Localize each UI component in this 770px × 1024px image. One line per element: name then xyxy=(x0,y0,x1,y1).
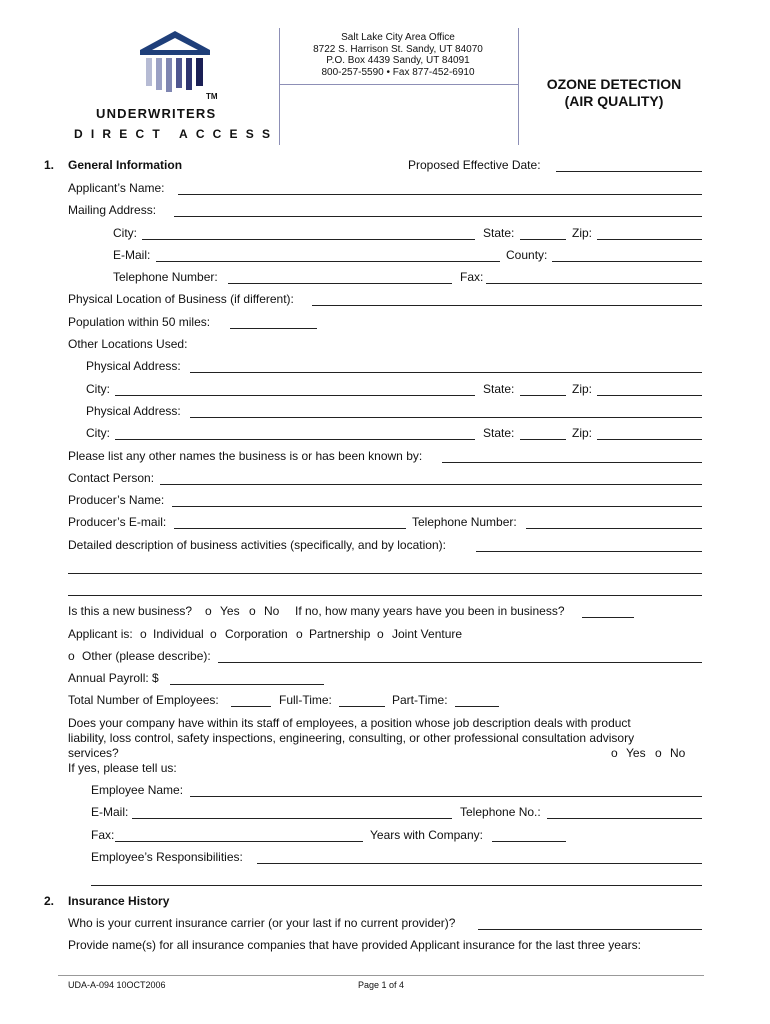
city-3-label: City: xyxy=(86,426,110,440)
state-2-field[interactable] xyxy=(520,395,566,396)
physical-address-2-label: Physical Address: xyxy=(86,404,181,418)
header-divider-vertical-left xyxy=(279,28,280,145)
current-carrier-field[interactable] xyxy=(478,929,702,930)
parttime-field[interactable] xyxy=(455,706,499,707)
other-type-field[interactable] xyxy=(218,662,702,663)
new-business-no-label: No xyxy=(264,604,280,618)
business-description-field-2[interactable] xyxy=(68,573,702,574)
new-business-yes-radio[interactable]: o xyxy=(205,604,212,618)
if-yes-label: If yes, please tell us: xyxy=(68,761,177,775)
employee-responsibilities-label: Employee’s Responsibilities: xyxy=(91,850,243,864)
physical-location-label: Physical Location of Business (if different): xyxy=(68,292,294,306)
individual-label: Individual xyxy=(153,627,204,641)
applicant-name-field[interactable] xyxy=(178,194,702,195)
mailing-address-field[interactable] xyxy=(174,216,702,217)
office-name: Salt Lake City Area Office xyxy=(341,32,455,43)
partnership-label: Partnership xyxy=(309,627,371,641)
partnership-radio[interactable]: o xyxy=(296,627,303,641)
zip-3-field[interactable] xyxy=(597,439,702,440)
employee-email-field[interactable] xyxy=(132,818,452,819)
new-business-no-radio[interactable]: o xyxy=(249,604,256,618)
corporation-radio[interactable]: o xyxy=(210,627,217,641)
staff-yes-label: Yes xyxy=(626,746,646,760)
staff-question-line1: Does your company have within its staff of employees, a position whose job description deals with product xyxy=(68,716,631,730)
zip-2-label: Zip: xyxy=(572,382,593,396)
corporation-label: Corporation xyxy=(225,627,288,641)
other-type-label: Other (please describe): xyxy=(82,649,211,663)
employee-telephone-label: Telephone No.: xyxy=(460,805,541,819)
other-type-radio[interactable]: o xyxy=(68,649,75,663)
other-names-label: Please list any other names the business is or has been known by: xyxy=(68,449,423,463)
form-title-line1: OZONE DETECTION xyxy=(546,76,682,92)
physical-address-2-field[interactable] xyxy=(190,417,702,418)
other-locations-label: Other Locations Used: xyxy=(68,337,188,351)
insurance-companies-label: Provide name(s) for all insurance companies that have provided Applicant insurance for the last three years: xyxy=(68,938,641,952)
producer-telephone-label: Telephone Number: xyxy=(412,515,517,529)
office-po-box: P.O. Box 4439 Sandy, UT 84091 xyxy=(326,55,470,66)
telephone-field[interactable] xyxy=(228,283,452,284)
logo-word-underwriters: UNDERWRITERS xyxy=(96,106,217,121)
zip-label: Zip: xyxy=(572,226,593,240)
employee-responsibilities-field-1[interactable] xyxy=(257,863,702,864)
city-field[interactable] xyxy=(142,239,475,240)
total-employees-field[interactable] xyxy=(231,706,271,707)
individual-radio[interactable]: o xyxy=(140,627,147,641)
email-field[interactable] xyxy=(156,261,500,262)
city-label: City: xyxy=(113,226,137,240)
applicant-name-label: Applicant’s Name: xyxy=(68,181,165,195)
population-field[interactable] xyxy=(230,328,317,329)
form-title-line2: (AIR QUALITY) xyxy=(564,93,664,109)
contact-person-field[interactable] xyxy=(160,484,702,485)
state-3-field[interactable] xyxy=(520,439,566,440)
producer-email-label: Producer’s E-mail: xyxy=(68,515,167,529)
annual-payroll-field[interactable] xyxy=(170,684,324,685)
city-3-field[interactable] xyxy=(115,439,475,440)
staff-no-label: No xyxy=(670,746,686,760)
business-description-field-3[interactable] xyxy=(68,595,702,596)
employee-email-label: E-Mail: xyxy=(91,805,129,819)
new-business-yes-label: Yes xyxy=(220,604,240,618)
section-1-title: General Information xyxy=(68,158,183,172)
years-in-business-field[interactable] xyxy=(582,617,634,618)
physical-address-1-label: Physical Address: xyxy=(86,359,181,373)
employee-name-label: Employee Name: xyxy=(91,783,184,797)
section-1-number: 1. xyxy=(44,158,55,172)
total-employees-label: Total Number of Employees: xyxy=(68,693,219,707)
physical-location-field[interactable] xyxy=(312,305,702,306)
proposed-date-field[interactable] xyxy=(556,171,702,172)
fax-label: Fax: xyxy=(460,270,484,284)
years-with-company-field[interactable] xyxy=(492,841,566,842)
logo-word-direct-access: DIRECT ACCESS xyxy=(74,127,279,141)
new-business-label: Is this a new business? xyxy=(68,604,193,618)
employee-fax-field[interactable] xyxy=(115,841,363,842)
footer-divider xyxy=(58,975,704,976)
parttime-label: Part-Time: xyxy=(392,693,448,707)
fulltime-label: Full-Time: xyxy=(279,693,332,707)
producer-telephone-field[interactable] xyxy=(526,528,702,529)
trademark-mark: TM xyxy=(206,92,218,101)
mailing-address-label: Mailing Address: xyxy=(68,203,157,217)
annual-payroll-label: Annual Payroll: $ xyxy=(68,671,159,685)
state-2-label: State: xyxy=(483,382,515,396)
contact-person-label: Contact Person: xyxy=(68,471,155,485)
staff-yes-radio[interactable]: o xyxy=(611,746,618,760)
zip-2-field[interactable] xyxy=(597,395,702,396)
zip-field[interactable] xyxy=(597,239,702,240)
joint-venture-radio[interactable]: o xyxy=(377,627,384,641)
joint-venture-label: Joint Venture xyxy=(392,627,463,641)
staff-question-line3: services? xyxy=(68,746,119,760)
header-divider-horizontal xyxy=(279,84,519,85)
header-divider-vertical-right xyxy=(518,28,519,145)
proposed-date-label: Proposed Effective Date: xyxy=(408,158,541,172)
producer-email-field[interactable] xyxy=(174,528,406,529)
employee-name-field[interactable] xyxy=(190,796,702,797)
form-code: UDA-A-094 10OCT2006 xyxy=(68,980,166,990)
years-in-business-label: If no, how many years have you been in business? xyxy=(295,604,565,618)
state-field[interactable] xyxy=(520,239,566,240)
email-label: E-Mail: xyxy=(113,248,151,262)
physical-address-1-field[interactable] xyxy=(190,372,702,373)
current-carrier-label: Who is your current insurance carrier (or your last if no current provider)? xyxy=(68,916,456,930)
county-label: County: xyxy=(506,248,548,262)
city-2-label: City: xyxy=(86,382,110,396)
section-2-title: Insurance History xyxy=(68,894,170,908)
telephone-label: Telephone Number: xyxy=(113,270,218,284)
employee-telephone-field[interactable] xyxy=(547,818,702,819)
other-names-field[interactable] xyxy=(442,462,702,463)
business-description-field-1[interactable] xyxy=(476,551,702,552)
office-address xyxy=(282,32,514,78)
fax-field[interactable] xyxy=(486,283,702,284)
page-number: Page 1 of 4 xyxy=(358,980,405,990)
office-phone: 800-257-5590 • Fax 877-452-6910 xyxy=(321,66,475,78)
population-label: Population within 50 miles: xyxy=(68,315,211,329)
staff-no-radio[interactable]: o xyxy=(655,746,662,760)
employee-fax-label: Fax: xyxy=(91,828,115,842)
building-logo-icon xyxy=(132,28,218,94)
form-title xyxy=(524,76,704,110)
section-2-number: 2. xyxy=(44,894,55,908)
county-field[interactable] xyxy=(552,261,702,262)
office-street: 8722 S. Harrison St. Sandy, UT 84070 xyxy=(313,43,483,55)
applicant-type-label: Applicant is: xyxy=(68,627,133,641)
fulltime-field[interactable] xyxy=(339,706,385,707)
zip-3-label: Zip: xyxy=(572,426,593,440)
state-label: State: xyxy=(483,226,515,240)
state-3-label: State: xyxy=(483,426,515,440)
producer-name-label: Producer’s Name: xyxy=(68,493,165,507)
producer-name-field[interactable] xyxy=(172,506,702,507)
staff-question-line2: liability, loss control, safety inspections, engineering, consulting, or other professional consultation advisory xyxy=(68,731,635,745)
employee-responsibilities-field-2[interactable] xyxy=(91,885,702,886)
city-2-field[interactable] xyxy=(115,395,475,396)
business-description-label: Detailed description of business activities (specifically, and by location): xyxy=(68,538,446,552)
years-with-company-label: Years with Company: xyxy=(370,828,483,842)
